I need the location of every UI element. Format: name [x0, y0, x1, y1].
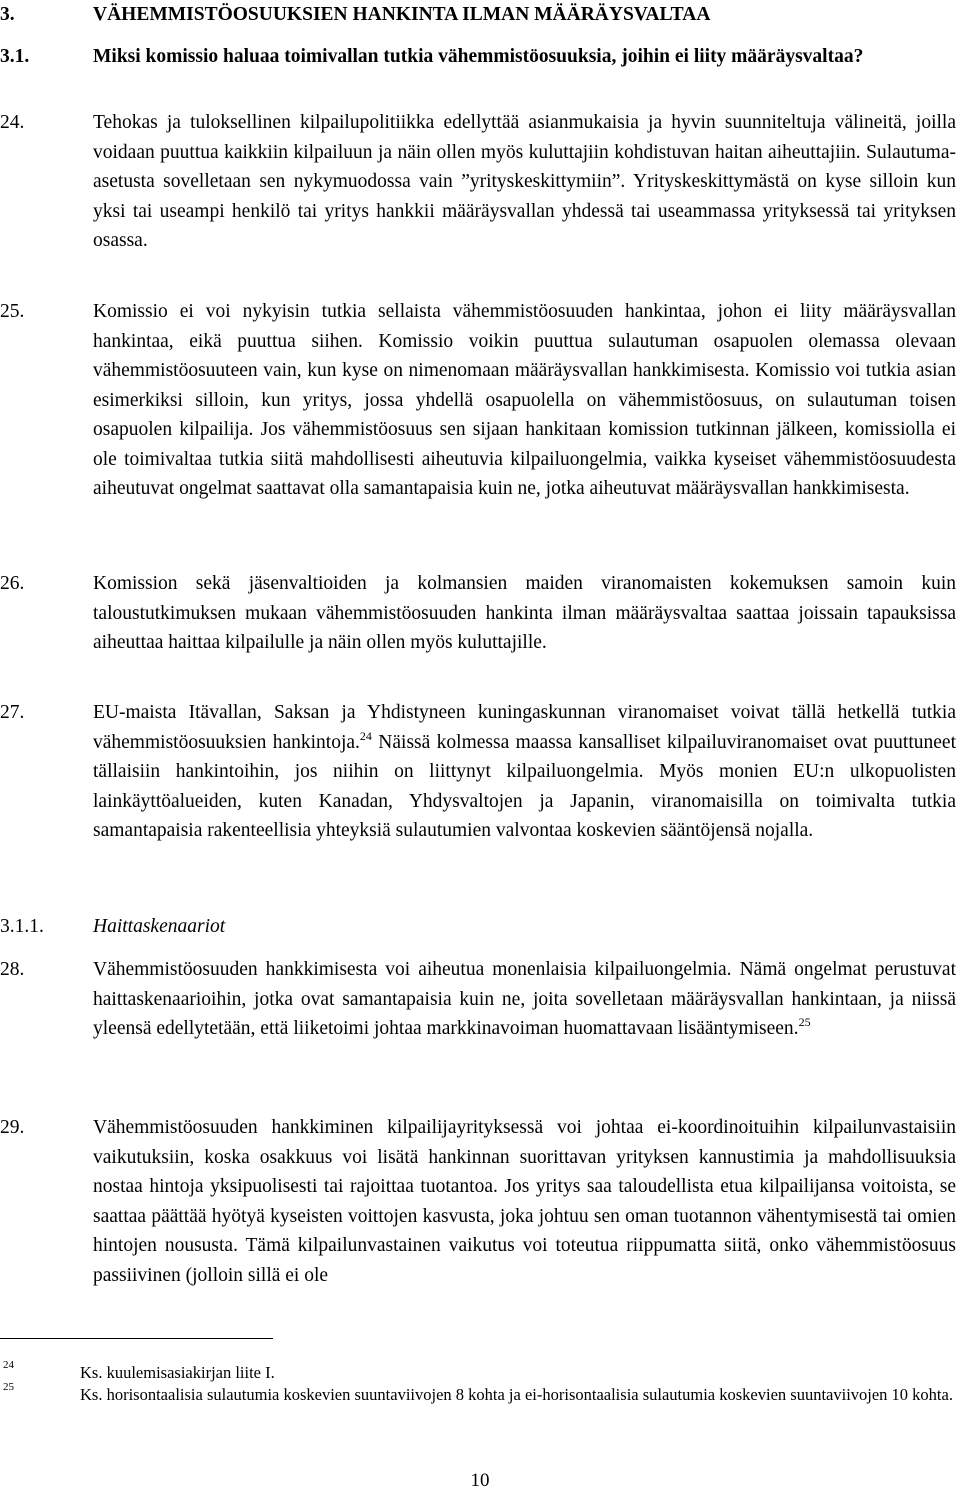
- paragraph-text-end: Näissä kolmessa maassa kansalliset kilpailuviranomaiset ovat puuttuneet tällaisiin hankintoihin, jos niihin on liittynyt kilpailuongelmia. Myös monien EU:n ulkopuolisten lainkäyttöalueiden, kuten Kanadan, Yhdysvaltojen ja Japanin, viranomaisilla on toimivalta tutkia samantapaisia rakenteellisia yhteyksiä sulautumien valvontaa koskevien sääntöjensä nojalla.: [93, 731, 956, 841]
- footnote-number: 24: [3, 1359, 14, 1371]
- footnote-ref-25[interactable]: 25: [798, 1015, 811, 1029]
- paragraph-text: Komission sekä jäsenvaltioiden ja kolmansien maiden viranomaisten kokemuksen samoin kuin taloustutkimuksen mukaan vähemmistöosuuden hankinta ilman määräysvaltaa saattaa joissain tapauksissa aiheuttaa haittaa kilpailulle ja näin ollen myös kuluttajille.: [93, 573, 956, 653]
- paragraph-27: [0, 698, 956, 846]
- subsubsection-number: 3.1.1.: [0, 916, 44, 937]
- subsection-heading: [0, 42, 956, 72]
- subsubsection-title: Haittaskenaariot: [93, 916, 226, 937]
- paragraph-text: Tehokas ja tuloksellinen kilpailupolitiikka edellyttää asianmukaisia ja hyvin suunniteltuja välineitä, joilla voidaan puuttua kaikkiin kilpailuun ja näin ollen myös kuluttajiin kohdistuvan haitan aiheuttajiin. Sulautuma-asetusta sovelletaan sen nykymuodossa vain ”yrityskeskittymiin”. Yrityskeskittymästä on kyse silloin kun yksi tai useampi henkilö tai yritys hankkii määräysvallan yhdessä tai useammassa yrityksessä tai yrityksen osassa.: [93, 112, 956, 251]
- paragraph-26: [0, 569, 956, 658]
- footnote-text: Ks. kuulemisasiakirjan liite I.: [80, 1363, 275, 1382]
- footnote-25: [0, 1381, 956, 1406]
- paragraph-text: Vähemmistöosuuden hankkiminen kilpailijayrityksessä voi johtaa ei-koordinoituihin kilpailunvastaisiin vaikutuksiin, koska osakkuus voi lisätä hankinnan suorittavan yrityksen kannustimia ja mahdollisuuksia nostaa hintoja yksipuolisesti tai rajoittaa tuotantoa. Jos yritys saa taloudellista etua kilpailijansa voitoista, se saattaa päättää hyötyä kyseisten voittojen kasvusta, joka johtuu sen oman tuotannon vähentymisestä tai omien hintojen noususta. Tämä kilpailunvastainen vaikutus voi toteutua riippumatta siitä, onko vähemmistöosuus passiivinen (jolloin sillä ei ole: [93, 1117, 956, 1286]
- subsection-number: 3.1.: [0, 46, 30, 67]
- page-number: 10: [470, 1470, 490, 1491]
- subsubsection-heading: [0, 912, 956, 942]
- footnote-separator: [0, 1338, 273, 1339]
- paragraph-25: [0, 297, 956, 504]
- paragraph-text-start: Vähemmistöosuuden hankkimisesta voi aiheutua monenlaisia kilpailuongelmia. Nämä ongelmat perustuvat haittaskenaarioihin, jotka ovat samantapaisia kuin ne, joita sovelletaan määräysvallan hankintaan, ja niissä yleensä edellytetään, että liiketoimi johtaa markkinavoiman huomattavaan lisääntymiseen.: [93, 959, 956, 1039]
- paragraph-text: [93, 698, 956, 846]
- paragraph-number: 28.: [0, 959, 25, 980]
- paragraph-24: [0, 108, 956, 256]
- subsection-title: Miksi komissio haluaa toimivallan tutkia vähemmistöosuuksia, joihin ei liity määräysvaltaa?: [93, 46, 864, 67]
- paragraph-number: 27.: [0, 702, 25, 723]
- paragraph-number: 26.: [0, 573, 25, 594]
- paragraph-number: 25.: [0, 301, 25, 322]
- footnote-ref-24[interactable]: 24: [359, 728, 372, 743]
- section-heading: [0, 0, 956, 30]
- paragraph-28: [0, 955, 956, 1044]
- paragraph-text: Komissio ei voi nykyisin tutkia sellaista vähemmistöosuuden hankintaa, johon ei liity määräysvallan hankintaa, eikä puuttua siihen. Komissio voikin puuttua sulautuman osapuolen olemassa olevaan vähemmistöosuuteen vain, kun kyse on nimenomaan määräysvallan hankkimisesta. Komissio voi tutkia asian esimerkiksi silloin, kun yritys, jossa yhdellä osapuolella on vähemmistöosuus, on sulautuman toisen osapuolen kilpailija. Jos vähemmistöosuus sen sijaan hankitaan komission tutkinnan jälkeen, komissiolla ei ole toimivaltaa tutkia siitä mahdollisesti aiheutuvia kilpailuongelmia, vaikka kyseiset vähemmistöosuudesta aiheutuvat ongelmat saattavat olla samantapaisia kuin ne, jotka aiheutuvat määräysvallan hankkimisesta.: [93, 301, 956, 499]
- footnote-text: Ks. horisontaalisia sulautumia koskevien suuntaviivojen 8 kohta ja ei-horisontaalisia sulautumia koskevien suuntaviivojen 10 kohta.: [80, 1385, 953, 1404]
- paragraph-number: 29.: [0, 1117, 25, 1138]
- paragraph-29: [0, 1113, 956, 1290]
- paragraph-number: 24.: [0, 112, 25, 133]
- paragraph-text-start: EU-maista Itävallan, Saksan ja Yhdistyneen kuningaskunnan viranomaiset voivat tällä hetkellä tutkia vähemmistöosuuksien hankintoja.: [93, 702, 956, 753]
- paragraph-text: [93, 955, 956, 1044]
- footnote-number: 25: [3, 1381, 14, 1393]
- section-number: 3.: [0, 4, 15, 25]
- section-title: VÄHEMMISTÖOSUUKSIEN HANKINTA ILMAN MÄÄRÄYSVALTAA: [93, 4, 711, 25]
